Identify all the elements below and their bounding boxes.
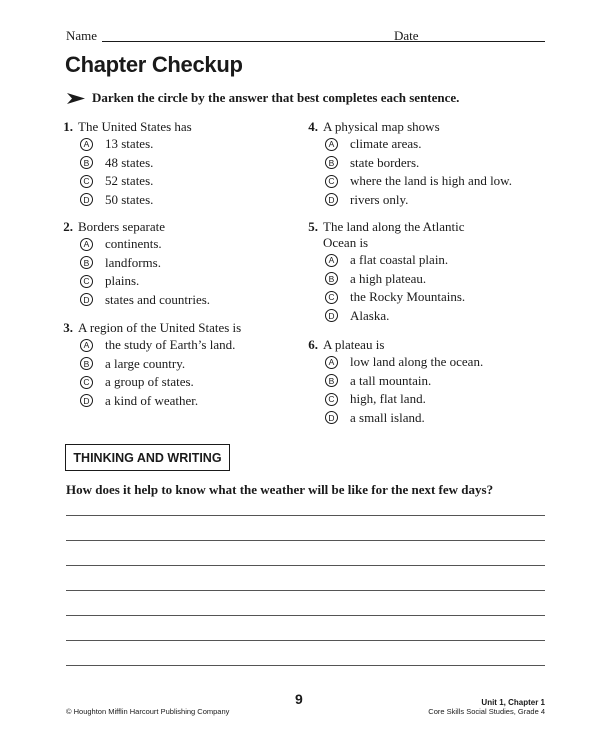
copyright: © Houghton Mifflin Harcourt Publishing Company xyxy=(66,707,230,716)
option-a[interactable]: A 13 states. xyxy=(80,135,192,154)
answer-bubble[interactable]: D xyxy=(325,193,338,206)
option-c[interactable]: C the Rocky Mountains. xyxy=(325,288,465,307)
answer-bubble[interactable]: B xyxy=(80,156,93,169)
question-5 xyxy=(302,219,465,325)
unit-chapter: Unit 1, Chapter 1 xyxy=(481,698,545,707)
option-d[interactable]: D 50 states. xyxy=(80,191,192,210)
name-date-header xyxy=(66,26,545,46)
option-b[interactable]: B a tall mountain. xyxy=(325,372,483,391)
option-d[interactable]: D Alaska. xyxy=(325,307,465,326)
writing-line[interactable] xyxy=(66,615,545,616)
option-d[interactable]: D states and countries. xyxy=(80,291,210,310)
question-stem: A region of the United States is xyxy=(78,320,242,335)
question-number: 4. xyxy=(308,119,318,134)
book-title: Core Skills Social Studies, Grade 4 xyxy=(428,707,545,716)
option-c[interactable]: C where the land is high and low. xyxy=(325,172,512,191)
answer-bubble[interactable]: A xyxy=(80,238,93,251)
question-4 xyxy=(302,119,512,209)
writing-prompt: How does it help to know what the weather will be like for the next few days? xyxy=(66,482,494,497)
instructions-text: Darken the circle by the answer that best completes each sentence. xyxy=(92,90,460,105)
answer-bubble[interactable]: C xyxy=(325,175,338,188)
option-a[interactable]: A low land along the ocean. xyxy=(325,353,483,372)
answer-bubble[interactable]: C xyxy=(325,291,338,304)
page-title: Chapter Checkup xyxy=(65,52,243,77)
page-number: 9 xyxy=(295,691,303,707)
option-c[interactable]: C high, flat land. xyxy=(325,390,483,409)
answer-bubble[interactable]: B xyxy=(325,374,338,387)
option-b[interactable]: B landforms. xyxy=(80,254,210,273)
answer-bubble[interactable]: C xyxy=(80,275,93,288)
question-stem: The United States has xyxy=(78,119,192,134)
answer-bubble[interactable]: B xyxy=(80,256,93,269)
question-number: 5. xyxy=(308,219,318,234)
answer-bubble[interactable]: B xyxy=(325,156,338,169)
question-stem: The land along the Atlantic Ocean is xyxy=(323,219,465,250)
question-number: 6. xyxy=(308,337,318,352)
question-stem: Borders separate xyxy=(78,219,165,234)
option-a[interactable]: A a flat coastal plain. xyxy=(325,251,465,270)
answer-bubble[interactable]: B xyxy=(325,272,338,285)
option-d[interactable]: D rivers only. xyxy=(325,191,512,210)
question-number: 1. xyxy=(63,119,73,134)
writing-line[interactable] xyxy=(66,515,545,516)
option-a[interactable]: A climate areas. xyxy=(325,135,512,154)
answer-bubble[interactable]: D xyxy=(325,411,338,424)
option-d[interactable]: D a kind of weather. xyxy=(80,392,241,411)
answer-bubble[interactable]: D xyxy=(80,394,93,407)
question-3 xyxy=(57,320,241,410)
name-label: Name xyxy=(66,28,98,43)
answer-bubble[interactable]: D xyxy=(80,193,93,206)
arrow-icon xyxy=(67,93,85,104)
answer-bubble[interactable]: A xyxy=(80,138,93,151)
answer-bubble[interactable]: D xyxy=(80,293,93,306)
option-a[interactable]: A the study of Earth’s land. xyxy=(80,336,241,355)
question-6 xyxy=(302,337,483,427)
option-b[interactable]: B state borders. xyxy=(325,154,512,173)
question-2 xyxy=(57,219,210,309)
answer-bubble[interactable]: A xyxy=(80,339,93,352)
option-b[interactable]: B 48 states. xyxy=(80,154,192,173)
answer-bubble[interactable]: C xyxy=(80,376,93,389)
question-stem: A physical map shows xyxy=(323,119,440,134)
date-label: Date xyxy=(394,28,419,43)
option-c[interactable]: C 52 states. xyxy=(80,172,192,191)
answer-bubble[interactable]: C xyxy=(80,175,93,188)
question-stem: A plateau is xyxy=(323,337,385,352)
thinking-writing-heading: THINKING AND WRITING xyxy=(65,444,230,471)
answer-bubble[interactable]: A xyxy=(325,356,338,369)
option-a[interactable]: A continents. xyxy=(80,235,210,254)
writing-line[interactable] xyxy=(66,665,545,666)
question-number: 3. xyxy=(63,320,73,335)
date-input-line[interactable] xyxy=(423,41,545,42)
question-1 xyxy=(57,119,192,209)
answer-bubble[interactable]: D xyxy=(325,309,338,322)
answer-bubble[interactable]: A xyxy=(325,254,338,267)
question-number: 2. xyxy=(63,219,73,234)
answer-bubble[interactable]: A xyxy=(325,138,338,151)
writing-line[interactable] xyxy=(66,590,545,591)
option-d[interactable]: D a small island. xyxy=(325,409,483,428)
writing-line[interactable] xyxy=(66,640,545,641)
option-b[interactable]: B a large country. xyxy=(80,355,241,374)
answer-bubble[interactable]: B xyxy=(80,357,93,370)
option-b[interactable]: B a high plateau. xyxy=(325,270,465,289)
instructions xyxy=(67,90,459,106)
option-c[interactable]: C a group of states. xyxy=(80,373,241,392)
option-c[interactable]: C plains. xyxy=(80,272,210,291)
writing-line[interactable] xyxy=(66,565,545,566)
answer-bubble[interactable]: C xyxy=(325,393,338,406)
writing-line[interactable] xyxy=(66,540,545,541)
